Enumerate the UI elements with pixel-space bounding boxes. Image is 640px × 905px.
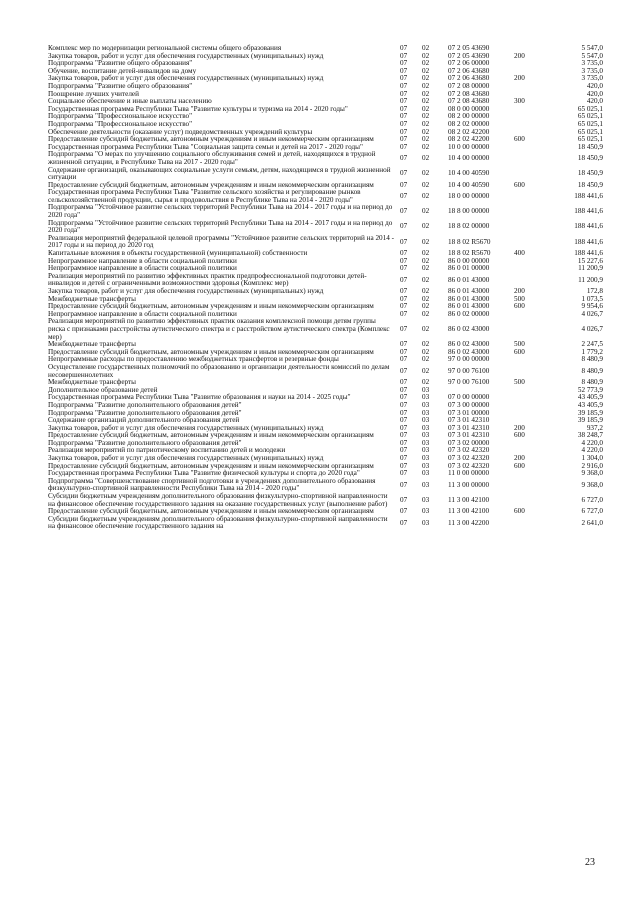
row-amount: 188 441,6 bbox=[574, 192, 603, 201]
row-subsection: 02 bbox=[422, 355, 430, 364]
row-name: Предоставление субсидий бюджетным, автономным учреждениям и иным некоммерческим организациям bbox=[48, 302, 374, 311]
row-target-article: 07 2 06 43680 bbox=[448, 66, 490, 75]
row-target-article: 97 0 00 76100 bbox=[448, 378, 490, 387]
row-subsection: 02 bbox=[422, 59, 430, 68]
row-section: 07 bbox=[400, 81, 408, 90]
row-amount: 2 916,0 bbox=[581, 461, 603, 470]
table-row bbox=[48, 516, 603, 531]
row-amount: 420,0 bbox=[586, 97, 603, 106]
row-target-article: 86 0 00 00000 bbox=[448, 256, 490, 265]
row-name: Реализация мероприятий федеральной целевой программы "Устойчивое развитие сельских территорий на 2014 - 2017 годы и на период до 2020 год bbox=[48, 233, 395, 250]
row-subsection: 03 bbox=[422, 385, 430, 394]
row-amount: 188 441,6 bbox=[574, 237, 603, 246]
row-name: Межбюджетные трансферты bbox=[48, 378, 136, 387]
row-amount: 420,0 bbox=[586, 81, 603, 90]
table-row bbox=[48, 151, 603, 166]
row-subsection: 03 bbox=[422, 423, 430, 432]
row-name: Закупка товаров, работ и услуг для обеспечения государственных (муниципальных) нужд bbox=[48, 454, 324, 463]
row-name: Государственная программа Республики Тыва "Развитие образования и науки на 2014 - 2025 годы" bbox=[48, 393, 351, 402]
row-amount: 5 547,0 bbox=[581, 44, 603, 52]
row-amount: 6 727,0 bbox=[581, 507, 603, 516]
row-subsection: 03 bbox=[422, 416, 430, 425]
row-name: Реализация мероприятий по развитию эффективных практик оказания комплексной помощи детям группы риска с признаками расстройства аутистического спектра и с расстройством аутистического спектра (Комплекс мер) bbox=[48, 317, 390, 341]
row-section: 07 bbox=[400, 112, 408, 121]
table-row bbox=[48, 364, 603, 379]
row-subsection: 02 bbox=[422, 256, 430, 265]
row-amount: 11 200,9 bbox=[578, 275, 603, 284]
row-section: 07 bbox=[400, 237, 408, 246]
row-subsection: 03 bbox=[422, 461, 430, 470]
row-name: Закупка товаров, работ и услуг для обеспечения государственных (муниципальных) нужд bbox=[48, 51, 324, 60]
row-name: Социальное обеспечение и иные выплаты населению bbox=[48, 97, 212, 106]
row-name: Капитальные вложения в объекты государственной (муниципальной) собственности bbox=[48, 249, 308, 258]
row-subsection: 02 bbox=[422, 237, 430, 246]
row-name: Предоставление субсидий бюджетным, автономным учреждениям и иным некоммерческим организациям bbox=[48, 180, 374, 189]
row-expense-type: 500 bbox=[514, 294, 525, 303]
row-section: 07 bbox=[400, 287, 408, 295]
row-subsection: 03 bbox=[422, 454, 430, 463]
row-target-article: 97 0 00 00000 bbox=[448, 355, 490, 364]
budget-table bbox=[48, 45, 603, 531]
row-amount: 18 450,9 bbox=[577, 169, 603, 178]
row-target-article: 10 4 00 40590 bbox=[448, 169, 490, 178]
row-section: 07 bbox=[400, 51, 408, 60]
row-section: 07 bbox=[400, 59, 408, 68]
row-target-article: 07 3 02 42320 bbox=[448, 461, 490, 470]
row-target-article: 86 0 01 43000 bbox=[448, 294, 490, 303]
row-subsection: 03 bbox=[422, 469, 430, 478]
row-amount: 15 227,6 bbox=[577, 256, 603, 265]
row-name: Закупка товаров, работ и услуг для обеспечения государственных (муниципальных) нужд bbox=[48, 423, 324, 432]
row-amount: 1 304,0 bbox=[581, 454, 603, 463]
row-expense-type: 300 bbox=[514, 97, 525, 106]
row-amount: 2 641,0 bbox=[581, 518, 603, 527]
row-amount: 9 368,0 bbox=[581, 469, 603, 478]
row-subsection: 02 bbox=[422, 294, 430, 303]
row-subsection: 02 bbox=[422, 66, 430, 75]
row-amount: 9 954,6 bbox=[581, 302, 603, 311]
row-amount: 43 405,9 bbox=[577, 400, 603, 409]
row-subsection: 02 bbox=[422, 74, 430, 83]
row-name: Закупка товаров, работ и услуг для обеспечения государственных (муниципальных) нужд bbox=[48, 287, 324, 295]
row-section: 07 bbox=[400, 393, 408, 402]
row-expense-type: 500 bbox=[514, 340, 525, 349]
row-name: Реализация мероприятий по развитию эффективных практик предпрофессиональной подготовки детей-инвалидов и детей с ограниченными возможностями здоровья (Комплекс мер) bbox=[48, 271, 367, 288]
row-expense-type: 600 bbox=[514, 461, 525, 470]
row-subsection: 02 bbox=[422, 81, 430, 90]
row-target-article: 07 2 05 43690 bbox=[448, 51, 490, 60]
row-name: Государственная программа Республики Тыва "Развитие культуры и туризма на 2014 - 2020 годы" bbox=[48, 104, 348, 113]
row-target-article: 07 3 02 42320 bbox=[448, 446, 490, 455]
row-section: 07 bbox=[400, 378, 408, 387]
row-subsection: 03 bbox=[422, 518, 430, 527]
row-section: 07 bbox=[400, 74, 408, 83]
row-name: Подпрограмма "Устойчивое развитие сельских территорий Республики Тыва на 2014 - 2017 годы и на период до 2020 года" bbox=[48, 203, 393, 220]
row-target-article: 07 3 01 42310 bbox=[448, 431, 490, 440]
row-expense-type: 200 bbox=[514, 74, 525, 83]
row-section: 07 bbox=[400, 154, 408, 163]
table-row bbox=[48, 493, 603, 508]
row-subsection: 02 bbox=[422, 192, 430, 201]
row-target-article: 07 3 02 42320 bbox=[448, 454, 490, 463]
row-amount: 8 480,9 bbox=[581, 366, 603, 375]
table-row bbox=[48, 235, 603, 250]
row-amount: 420,0 bbox=[586, 89, 603, 98]
row-amount: 4 220,0 bbox=[581, 438, 603, 447]
row-subsection: 02 bbox=[422, 180, 430, 189]
row-section: 07 bbox=[400, 340, 408, 349]
row-amount: 3 735,0 bbox=[581, 59, 603, 68]
row-target-article: 07 3 00 00000 bbox=[448, 400, 490, 409]
row-name: Предоставление субсидий бюджетным, автономным учреждениям и иным некоммерческим организациям bbox=[48, 347, 374, 356]
row-subsection: 02 bbox=[422, 44, 430, 52]
row-subsection: 02 bbox=[422, 378, 430, 387]
row-subsection: 02 bbox=[422, 207, 430, 216]
row-amount: 18 450,9 bbox=[577, 154, 603, 163]
row-name: Подпрограмма "О мерах по улучшению социального обслуживания семей и детей, находящихся в трудной жизненной ситуации, в Республике Тыва на 2017 - 2020 годы" bbox=[48, 150, 376, 166]
row-subsection: 02 bbox=[422, 347, 430, 356]
row-amount: 5 547,0 bbox=[581, 51, 603, 60]
row-name: Непрограммное направление в области социальной политики bbox=[48, 264, 237, 273]
row-section: 07 bbox=[400, 135, 408, 144]
row-amount: 38 248,7 bbox=[577, 431, 603, 440]
row-subsection: 02 bbox=[422, 309, 430, 318]
row-amount: 65 025,1 bbox=[577, 104, 603, 113]
row-section: 07 bbox=[400, 222, 408, 231]
row-expense-type: 200 bbox=[514, 423, 525, 432]
table-row bbox=[48, 189, 603, 204]
row-name: Непрограммные расходы по предоставлению межбюджетных трансфертов и резервные фонды bbox=[48, 355, 339, 364]
row-name: Содержание организаций, оказывающих социальные услуги семьям, детям, находящимся в трудной жизненной ситуации bbox=[48, 165, 391, 182]
row-amount: 188 441,6 bbox=[574, 207, 603, 216]
row-subsection: 03 bbox=[422, 507, 430, 516]
row-subsection: 03 bbox=[422, 446, 430, 455]
row-subsection: 02 bbox=[422, 154, 430, 163]
row-section: 07 bbox=[400, 495, 408, 504]
row-name: Подпрограмма "Профессиональное искусство" bbox=[48, 119, 193, 128]
row-amount: 6 727,0 bbox=[581, 495, 603, 504]
row-target-article: 86 0 01 43000 bbox=[448, 287, 490, 295]
row-expense-type: 600 bbox=[514, 302, 525, 311]
row-target-article: 07 3 01 42310 bbox=[448, 416, 490, 425]
row-amount: 937,2 bbox=[586, 423, 603, 432]
row-target-article: 86 0 02 43000 bbox=[448, 347, 490, 356]
page-number: 23 bbox=[585, 857, 595, 868]
row-subsection: 03 bbox=[422, 400, 430, 409]
row-section: 07 bbox=[400, 454, 408, 463]
row-expense-type: 600 bbox=[514, 507, 525, 516]
row-target-article: 97 0 00 76100 bbox=[448, 366, 490, 375]
row-section: 07 bbox=[400, 385, 408, 394]
row-section: 07 bbox=[400, 309, 408, 318]
row-amount: 1 779,2 bbox=[581, 347, 603, 356]
row-expense-type: 200 bbox=[514, 454, 525, 463]
row-name: Предоставление субсидий бюджетным, автономным учреждениям и иным некоммерческим организациям bbox=[48, 431, 374, 440]
row-target-article: 86 0 01 43000 bbox=[448, 302, 490, 311]
table-row bbox=[48, 273, 603, 288]
row-amount: 3 735,0 bbox=[581, 74, 603, 83]
row-subsection: 02 bbox=[422, 302, 430, 311]
row-subsection: 02 bbox=[422, 340, 430, 349]
row-amount: 2 247,5 bbox=[581, 340, 603, 349]
row-target-article: 07 2 08 43680 bbox=[448, 89, 490, 98]
row-section: 07 bbox=[400, 180, 408, 189]
row-name: Осуществление государственных полномочий по образованию и организации деятельности комиссий по делам несовершеннолетних bbox=[48, 362, 390, 379]
row-subsection: 02 bbox=[422, 366, 430, 375]
row-subsection: 02 bbox=[422, 169, 430, 178]
row-section: 07 bbox=[400, 275, 408, 284]
row-target-article: 07 0 00 00000 bbox=[448, 393, 490, 402]
row-name: Подпрограмма "Развитие дополнительного образования детей" bbox=[48, 408, 242, 417]
row-target-article: 07 3 01 42310 bbox=[448, 423, 490, 432]
row-section: 07 bbox=[400, 446, 408, 455]
row-section: 07 bbox=[400, 142, 408, 151]
row-amount: 4 220,0 bbox=[581, 446, 603, 455]
row-target-article: 18 8 02 R5670 bbox=[448, 249, 491, 258]
table-row bbox=[48, 478, 603, 493]
row-name: Подпрограмма "Развитие дополнительного образования детей" bbox=[48, 438, 242, 447]
row-name: Подпрограмма "Профессиональное искусство" bbox=[48, 112, 193, 121]
row-name: Содержание организаций дополнительного образования детей bbox=[48, 416, 240, 425]
row-subsection: 03 bbox=[422, 480, 430, 489]
row-section: 07 bbox=[400, 366, 408, 375]
row-section: 07 bbox=[400, 461, 408, 470]
row-subsection: 03 bbox=[422, 408, 430, 417]
row-target-article: 07 2 06 00000 bbox=[448, 59, 490, 68]
row-section: 07 bbox=[400, 347, 408, 356]
row-name: Государственная программа Республики Тыва "Развитие физической культуры и спорта до 2020 года" bbox=[48, 469, 360, 478]
row-section: 07 bbox=[400, 104, 408, 113]
row-amount: 188 441,6 bbox=[574, 222, 603, 231]
row-subsection: 02 bbox=[422, 324, 430, 333]
row-subsection: 02 bbox=[422, 127, 430, 136]
row-amount: 52 773,9 bbox=[577, 385, 603, 394]
row-section: 07 bbox=[400, 507, 408, 516]
row-target-article: 07 2 08 43680 bbox=[448, 97, 490, 106]
row-target-article: 11 3 00 42100 bbox=[448, 495, 490, 504]
row-target-article: 07 2 06 43680 bbox=[448, 74, 490, 83]
row-amount: 11 200,9 bbox=[578, 264, 603, 273]
row-subsection: 02 bbox=[422, 249, 430, 258]
row-subsection: 02 bbox=[422, 222, 430, 231]
row-name: Подпрограмма "Развитие общего образования" bbox=[48, 81, 193, 90]
row-section: 07 bbox=[400, 44, 408, 52]
row-target-article: 11 3 00 42100 bbox=[448, 507, 490, 516]
row-amount: 65 025,1 bbox=[577, 112, 603, 121]
row-target-article: 10 4 00 40590 bbox=[448, 180, 490, 189]
row-target-article: 08 2 02 42200 bbox=[448, 135, 490, 144]
row-name: Межбюджетные трансферты bbox=[48, 294, 136, 303]
row-target-article: 08 2 02 42200 bbox=[448, 127, 490, 136]
row-section: 07 bbox=[400, 423, 408, 432]
row-section: 07 bbox=[400, 249, 408, 258]
row-target-article: 18 8 00 00000 bbox=[448, 207, 490, 216]
row-name: Комплекс мер по модернизации региональной системы общего образования bbox=[48, 44, 282, 52]
row-name: Подпрограмма "Развитие общего образования" bbox=[48, 59, 193, 68]
row-target-article: 86 0 02 00000 bbox=[448, 309, 490, 318]
row-expense-type: 200 bbox=[514, 51, 525, 60]
row-expense-type: 200 bbox=[514, 287, 525, 295]
row-target-article: 18 8 02 R5670 bbox=[448, 237, 491, 246]
row-amount: 65 025,1 bbox=[577, 135, 603, 144]
row-target-article: 86 0 02 43000 bbox=[448, 340, 490, 349]
row-expense-type: 600 bbox=[514, 135, 525, 144]
row-subsection: 02 bbox=[422, 51, 430, 60]
row-section: 07 bbox=[400, 431, 408, 440]
row-name: Непрограммное направление в области социальной политики bbox=[48, 309, 237, 318]
row-section: 07 bbox=[400, 97, 408, 106]
row-target-article: 86 0 02 43000 bbox=[448, 324, 490, 333]
row-amount: 1 073,5 bbox=[581, 294, 603, 303]
row-target-article: 86 0 01 00000 bbox=[448, 264, 490, 273]
row-target-article: 86 0 01 43000 bbox=[448, 275, 490, 284]
row-section: 07 bbox=[400, 294, 408, 303]
row-section: 07 bbox=[400, 480, 408, 489]
table-row bbox=[48, 318, 603, 341]
row-amount: 172,8 bbox=[586, 287, 603, 295]
row-subsection: 03 bbox=[422, 393, 430, 402]
row-amount: 4 026,7 bbox=[581, 309, 603, 318]
row-target-article: 07 3 02 00000 bbox=[448, 438, 490, 447]
row-subsection: 02 bbox=[422, 135, 430, 144]
row-subsection: 02 bbox=[422, 275, 430, 284]
row-name: Обучение, воспитание детей-инвалидов на дому bbox=[48, 66, 197, 75]
row-amount: 39 185,9 bbox=[577, 408, 603, 417]
row-subsection: 02 bbox=[422, 142, 430, 151]
row-name: Закупка товаров, работ и услуг для обеспечения государственных (муниципальных) нужд bbox=[48, 74, 324, 83]
row-name: Предоставление субсидий бюджетным, автономным учреждениям и иным некоммерческим организациям bbox=[48, 507, 374, 516]
row-amount: 18 450,9 bbox=[577, 180, 603, 189]
row-target-article: 07 2 08 00000 bbox=[448, 81, 490, 90]
row-section: 07 bbox=[400, 355, 408, 364]
row-section: 07 bbox=[400, 408, 408, 417]
row-target-article: 08 2 02 00000 bbox=[448, 119, 490, 128]
row-section: 07 bbox=[400, 324, 408, 333]
row-section: 07 bbox=[400, 119, 408, 128]
row-section: 07 bbox=[400, 416, 408, 425]
row-subsection: 02 bbox=[422, 89, 430, 98]
table-row bbox=[48, 167, 603, 182]
row-name: Субсидии бюджетным учреждениям дополнительного образования физкультурно-спортивной направленности на финансовое обеспечение государственного задания на bbox=[48, 514, 388, 531]
row-section: 07 bbox=[400, 438, 408, 447]
row-expense-type: 600 bbox=[514, 347, 525, 356]
row-section: 07 bbox=[400, 207, 408, 216]
row-target-article: 07 3 01 00000 bbox=[448, 408, 490, 417]
row-expense-type: 600 bbox=[514, 431, 525, 440]
row-amount: 8 480,9 bbox=[581, 355, 603, 364]
row-amount: 43 405,9 bbox=[577, 393, 603, 402]
row-section: 07 bbox=[400, 302, 408, 311]
row-section: 07 bbox=[400, 192, 408, 201]
row-section: 07 bbox=[400, 264, 408, 273]
row-target-article: 11 0 00 00000 bbox=[448, 469, 490, 478]
row-name: Подпрограмма "Совершенствование спортивной подготовки в учреждениях дополнительного образования физкультурно-спортивной направленности Республики Тыва на 2014 - 2020 годы" bbox=[48, 476, 376, 493]
row-subsection: 03 bbox=[422, 495, 430, 504]
row-subsection: 03 bbox=[422, 438, 430, 447]
row-subsection: 02 bbox=[422, 112, 430, 121]
row-name: Непрограммное направление в области социальной политики bbox=[48, 256, 237, 265]
row-target-article: 11 3 00 00000 bbox=[448, 480, 490, 489]
row-section: 07 bbox=[400, 518, 408, 527]
row-target-article: 10 4 00 00000 bbox=[448, 154, 490, 163]
row-name: Предоставление субсидий бюджетным, автономным учреждениям и иным некоммерческим организациям bbox=[48, 135, 374, 144]
row-section: 07 bbox=[400, 169, 408, 178]
row-name: Государственная программа Республики Тыва "Социальная защита семьи и детей на 2017 - 2020 годы" bbox=[48, 142, 363, 151]
row-target-article: 08 0 00 00000 bbox=[448, 104, 490, 113]
row-amount: 65 025,1 bbox=[577, 127, 603, 136]
row-target-article: 18 0 00 00000 bbox=[448, 192, 490, 201]
row-name: Подпрограмма "Устойчивое развитие сельских территорий Республики Тыва на 2014 - 2017 годы и на период до 2020 года" bbox=[48, 218, 393, 235]
row-name: Поощрение лучших учителей bbox=[48, 89, 139, 98]
row-subsection: 02 bbox=[422, 264, 430, 273]
row-expense-type: 600 bbox=[514, 180, 525, 189]
row-target-article: 11 3 00 42200 bbox=[448, 518, 490, 527]
row-target-article: 18 8 02 00000 bbox=[448, 222, 490, 231]
row-name: Межбюджетные трансферты bbox=[48, 340, 136, 349]
row-amount: 65 025,1 bbox=[577, 119, 603, 128]
row-section: 07 bbox=[400, 256, 408, 265]
row-subsection: 02 bbox=[422, 104, 430, 113]
row-name: Субсидии бюджетным учреждениям дополнительного образования физкультурно-спортивной направленности на финансовое обеспечение государственного задания на оказание государственных услуг (выполнение работ) bbox=[48, 492, 388, 508]
row-subsection: 02 bbox=[422, 287, 430, 295]
row-section: 07 bbox=[400, 89, 408, 98]
row-amount: 3 735,0 bbox=[581, 66, 603, 75]
row-amount: 4 026,7 bbox=[581, 324, 603, 333]
row-name: Реализация мероприятий по патриотическому воспитанию детей и молодежи bbox=[48, 446, 286, 455]
table-row bbox=[48, 220, 603, 235]
row-target-article: 10 0 00 00000 bbox=[448, 142, 490, 151]
row-subsection: 02 bbox=[422, 119, 430, 128]
row-name: Предоставление субсидий бюджетным, автономным учреждениям и иным некоммерческим организациям bbox=[48, 461, 374, 470]
row-name: Подпрограмма "Развитие дополнительного образования детей" bbox=[48, 400, 242, 409]
table-row bbox=[48, 204, 603, 219]
row-name: Обеспечение деятельности (оказание услуг) подведомственных учреждений культуры bbox=[48, 127, 313, 136]
row-amount: 9 368,0 bbox=[581, 480, 603, 489]
row-section: 07 bbox=[400, 469, 408, 478]
row-target-article: 07 2 05 43690 bbox=[448, 44, 490, 52]
row-amount: 8 480,9 bbox=[581, 378, 603, 387]
row-section: 07 bbox=[400, 400, 408, 409]
row-name: Государственная программа Республики Тыва "Развитие сельского хозяйства и регулирование рынков сельскохозяйственной продукции, сырья и продовольствия в Республике Тыва на 2014 - 2020 годы" bbox=[48, 188, 361, 204]
row-subsection: 03 bbox=[422, 431, 430, 440]
row-target-article: 08 2 00 00000 bbox=[448, 112, 490, 121]
row-amount: 18 450,9 bbox=[577, 142, 603, 151]
row-name: Дополнительное образование детей bbox=[48, 385, 158, 394]
row-amount: 39 185,9 bbox=[577, 416, 603, 425]
row-section: 07 bbox=[400, 66, 408, 75]
row-amount: 188 441,6 bbox=[574, 249, 603, 258]
row-expense-type: 500 bbox=[514, 378, 525, 387]
row-expense-type: 400 bbox=[514, 249, 525, 258]
row-subsection: 02 bbox=[422, 97, 430, 106]
row-section: 07 bbox=[400, 127, 408, 136]
